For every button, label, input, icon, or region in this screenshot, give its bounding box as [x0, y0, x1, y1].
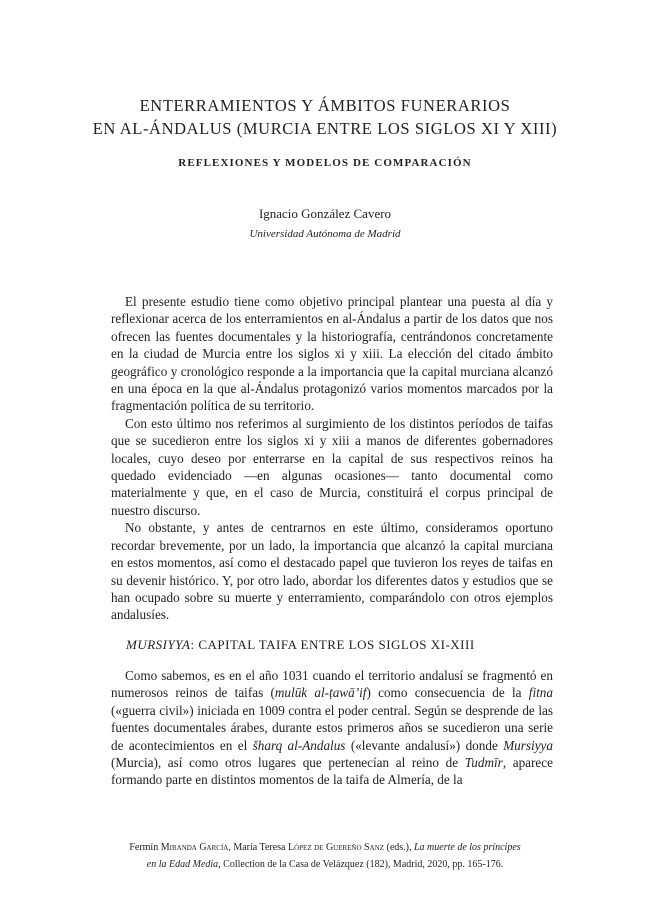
intro-paragraph-1: El presente estudio tiene como objetivo principal plantear una puesta al día y reflexionar acerca de los enterramientos en al-Ándalus a partir de los datos que nos ofrecen las fuentes documentales y la historiografía, centrándonos concretamente en la ciudad de Murcia entre los siglos xi y xiii. La elección del citado ámbito geográfico y cronológico responde a la importancia que la capital murciana alcanzó en una época en la que al-Ándalus protagonizó varios momentos marcados por la fragmentación política de su territorio.	[111, 294, 553, 414]
text-run: («levante andalusí») donde	[345, 737, 504, 753]
text-run: , Collection de la Casa de Velázquez (182), Madrid, 2020, pp. 165-176.	[218, 859, 504, 870]
italic-term: mulūk al-ṭawā’if	[274, 685, 367, 701]
citation-footer	[0, 839, 650, 873]
introduction	[111, 293, 553, 624]
section-heading-italic: MURSIYYA	[126, 637, 191, 652]
title-line-1: ENTERRAMIENTOS Y ÁMBITOS FUNERARIOS	[139, 96, 511, 115]
section-body	[111, 667, 553, 789]
editor-surname: López de Guereño Sanz	[288, 842, 384, 853]
text-run: (eds.),	[384, 842, 414, 853]
subtitle: REFLEXIONES Y MODELOS DE COMPARACIÓN	[178, 157, 472, 169]
text-run: («guerra civil») iniciada en 1009 contra el poder central. Según se desprende de las fuentes documentales árabes, durante estos primeros años se sucedieron una serie de acontecimientos en el	[111, 702, 553, 753]
section-paragraph-1	[111, 667, 553, 789]
section-heading-text: : CAPITAL TAIFA ENTRE LOS SIGLOS XI-XIII	[190, 637, 475, 652]
book-title: en la Edad Media	[146, 859, 219, 870]
section-heading	[126, 637, 475, 653]
author-name: Ignacio González Cavero	[258, 206, 392, 221]
text-run: , aparece formando parte en distintos momentos de la taifa de Almería, de la	[111, 755, 553, 788]
author-affiliation: Universidad Autónoma de Madrid	[249, 228, 401, 240]
text-run: Fermín	[129, 842, 161, 853]
intro-paragraph-3: No obstante, y antes de centrarnos en este último, consideramos oportuno recordar brevemente, por un lado, la importancia que alcanzó la capital murciana en estos momentos, así como el destacado papel que tuvieron los reyes de taifas en su devenir histórico. Y, por otro lado, abordar los diferentes datos y estudios que se han ocupado sobre su muerte y enterramiento, comparándolo con otros ejemplos andalusíes.	[111, 520, 553, 623]
title-line-2: EN AL-ÁNDALUS (MURCIA ENTRE LOS SIGLOS XI Y XIII)	[92, 119, 558, 138]
italic-term: fitna	[528, 685, 553, 701]
text-run: ) como consecuencia de la	[366, 685, 529, 701]
italic-term: Mursiyya	[503, 737, 553, 753]
text-run: Como sabemos, es en el año 1031 cuando el territorio andalusí se fragmentó en numerosos reinos de taifas (	[111, 668, 553, 701]
text-run: (Murcia), así como otros lugares que pertenecían al reino de	[111, 755, 465, 771]
intro-paragraph-2: Con esto último nos referimos al surgimiento de los distintos períodos de taifas que se sucedieron entre los siglos xi y xiii a manos de diferentes gobernadores locales, cuyo deseo por enterrarse en la capital de sus respectivos reinos ha quedado evidenciado —en algunas ocasiones— tanto documental como materialmente y que, en el caso de Murcia, constituirá el corpus principal de nuestro discurso.	[111, 415, 553, 518]
italic-term: Tudmīr	[464, 755, 503, 771]
editor-surname: Miranda García	[160, 842, 229, 853]
text-run: , María Teresa	[228, 842, 288, 853]
book-title: La muerte de los príncipes	[414, 842, 521, 853]
italic-term: šharq al-Andalus	[252, 737, 346, 753]
